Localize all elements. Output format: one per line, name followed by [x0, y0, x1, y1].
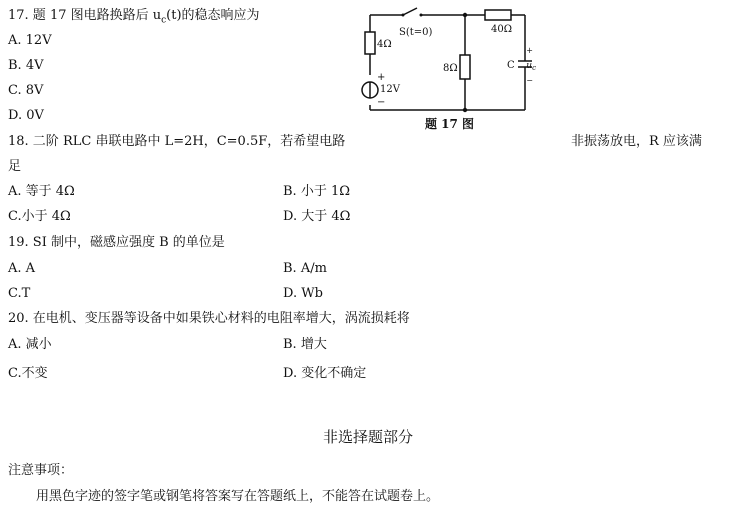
q20-option-c: C.不变 — [8, 366, 48, 381]
q18-stem-right: 非振荡放电，R 应该满 — [571, 134, 702, 149]
label-source-plus: + — [377, 72, 386, 83]
q19-option-c: C.T — [8, 286, 31, 301]
resistor-4ohm — [365, 32, 375, 54]
notice-text: 用黑色字迹的签字笔或钢笔将答案写在答题纸上，不能答在试题卷上。 — [36, 489, 440, 504]
q20-option-d: D. 变化不确定 — [283, 366, 367, 381]
label-uc: $u_c$ — [526, 61, 536, 72]
q17-option-b: B. 4V — [8, 58, 44, 73]
switch-blade — [403, 8, 417, 15]
q18-stem-wrap: 足 — [8, 159, 22, 174]
q20-stem: 20. 在电机、变压器等设备中如果铁心材料的电阻率增大，涡流损耗将 — [8, 311, 410, 326]
q18-option-c: C.小于 4Ω — [8, 209, 71, 224]
label-switch: S(t=0) — [399, 27, 433, 38]
label-8ohm: 8Ω — [443, 63, 458, 74]
q18-stem: 18. 二阶 RLC 串联电路中 L=2H，C=0.5F，若希望电路 — [8, 134, 346, 149]
q19-option-b: B. A/m — [283, 261, 327, 276]
q17-stem: 17. 题 17 图电路换路后 $u_c(t)$的稳态响应为 — [8, 8, 260, 26]
figure-caption: 题 17 图 — [425, 117, 475, 131]
notice-label: 注意事项： — [8, 463, 74, 478]
q18-option-b: B. 小于 1Ω — [283, 184, 350, 199]
q20-option-a: A. 减小 — [8, 337, 52, 352]
resistor-40ohm — [485, 10, 511, 20]
q19-option-d: D. Wb — [283, 286, 323, 301]
label-12v: 12V — [380, 84, 400, 95]
switch-pivot — [402, 14, 405, 17]
q17-option-c: C. 8V — [8, 83, 44, 98]
section-title: 非选择题部分 — [322, 428, 413, 446]
q17-option-a: A. 12V — [8, 33, 52, 48]
resistor-8ohm — [460, 55, 470, 79]
node-top — [463, 13, 467, 17]
q18-option-d: D. 大于 4Ω — [283, 209, 351, 224]
label-4ohm: 4Ω — [377, 39, 392, 50]
q20-option-b: B. 增大 — [283, 337, 327, 352]
q19-option-a: A. A — [8, 261, 36, 276]
q17-option-d: D. 0V — [8, 108, 44, 123]
q18-option-a: A. 等于 4Ω — [8, 184, 75, 199]
circuit-diagram — [355, 5, 535, 115]
label-cap: C — [507, 60, 515, 71]
label-40ohm: 40Ω — [491, 24, 513, 35]
q19-stem: 19. SI 制中，磁感应强度 B 的单位是 — [8, 235, 225, 250]
label-source-minus: − — [377, 97, 386, 108]
label-cap-plus: + — [526, 46, 533, 55]
label-cap-minus: − — [526, 76, 533, 85]
